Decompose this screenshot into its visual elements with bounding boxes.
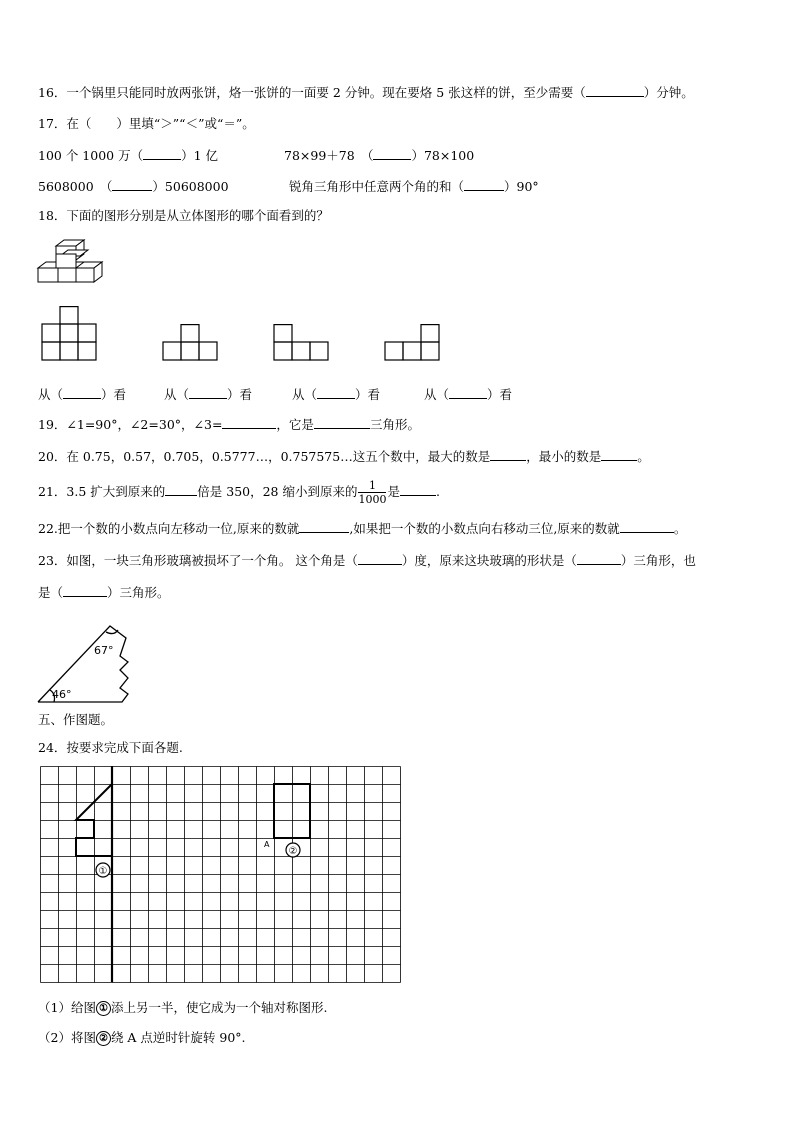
question-24-title: 24．按要求完成下面各题. [38, 740, 183, 755]
answer-blank[interactable] [189, 386, 227, 399]
figure-1-label: ① [98, 866, 108, 877]
answer-blank[interactable] [317, 386, 355, 399]
angle-label-top: 67° [94, 644, 114, 657]
question-17-title: 17．在（ ）里填“＞”“＜”或“＝”。 [38, 116, 255, 131]
answer-blank[interactable] [63, 386, 101, 399]
cube-stack-figure [36, 238, 108, 288]
question-24-sub2: （2）将图 ② 绕 A 点逆时针旋转 90°. [38, 1030, 246, 1045]
question-22: 22.把一个数的小数点向左移动一位,原来的数就 ,如果把一个数的小数点向右移动三位,原来的数就 。 [38, 521, 687, 536]
question-17-row2b: 锐角三角形中任意两个角的和（ ）90° [289, 179, 539, 194]
answer-blank[interactable] [143, 147, 181, 160]
answer-blank[interactable] [449, 386, 487, 399]
answer-blank[interactable] [358, 552, 402, 565]
answer-blank[interactable] [63, 584, 107, 597]
view-figure-2 [162, 324, 218, 362]
question-17-row1b: 78×99＋78 （ ）78×100 [284, 148, 475, 163]
question-17-row2a: 5608000 （ ）50608000 [38, 179, 229, 194]
answer-blank[interactable] [373, 147, 411, 160]
view-figure-4 [384, 324, 440, 362]
question-18-answer-2: 从（ ）看 [164, 387, 253, 402]
answer-blank[interactable] [620, 520, 674, 533]
answer-blank[interactable] [222, 416, 276, 429]
question-24-sub1: （1）给图 ① 添上另一半，使它成为一个轴对称图形. [38, 1000, 328, 1015]
answer-blank[interactable] [586, 84, 644, 97]
question-17-row1a: 100 个 1000 万（ ）1 亿 [38, 148, 219, 163]
question-21: 21．3.5 扩大到原来的 倍是 350，28 缩小到原来的 $\frac{1}{1000}$ 是 . [38, 479, 440, 506]
answer-blank[interactable] [490, 448, 526, 461]
answer-blank[interactable] [314, 416, 370, 429]
figure-2-label: ② [288, 846, 298, 857]
view-figure-1 [40, 306, 100, 362]
broken-glass-figure [34, 622, 138, 706]
question-23-line2: 是（ ）三角形。 [38, 585, 170, 600]
figure-2 [274, 784, 310, 838]
answer-blank[interactable] [577, 552, 621, 565]
drawing-grid [40, 766, 404, 986]
figure-1-marker: ① [96, 1001, 111, 1016]
question-16: 16．一个锅里只能同时放两张饼，烙一张饼的一面要 2 分钟。现在要烙 5 张这样的饼，至少需要（ ）分钟。 [38, 85, 694, 100]
question-19: 19．∠1=90°，∠2=30°，∠3= ，它是 三角形。 [38, 417, 420, 432]
question-23-line1: 23．如图，一块三角形玻璃被损坏了一个角。 这个角是（ ）度，原来这块玻璃的形状是（ ）三角形，也 [38, 553, 696, 568]
question-18-answer-1: 从（ ）看 [38, 387, 127, 402]
answer-blank[interactable] [400, 483, 436, 496]
answer-blank[interactable] [601, 448, 637, 461]
question-18-answer-3: 从（ ）看 [292, 387, 381, 402]
answer-blank[interactable] [464, 178, 504, 191]
answer-blank[interactable] [112, 178, 152, 191]
question-18-answer-4: 从（ ）看 [424, 387, 513, 402]
view-figure-3 [273, 324, 329, 362]
figure-1 [76, 784, 112, 856]
section-heading: 五、作图题。 [38, 712, 114, 727]
question-18-title: 18．下面的图形分别是从立体图形的哪个面看到的？ [38, 208, 329, 223]
fraction: $\frac{1}{1000}$ [358, 479, 387, 506]
question-20: 20．在 0.75，0.57，0.705，0.5777…，0.757575…这五个数中，最大的数是 ，最小的数是 。 [38, 449, 650, 464]
angle-label-bottom: 46° [52, 688, 72, 701]
figure-2-marker: ② [96, 1031, 111, 1046]
point-a-label: A [264, 840, 270, 849]
answer-blank[interactable] [299, 520, 349, 533]
answer-blank[interactable] [165, 483, 197, 496]
